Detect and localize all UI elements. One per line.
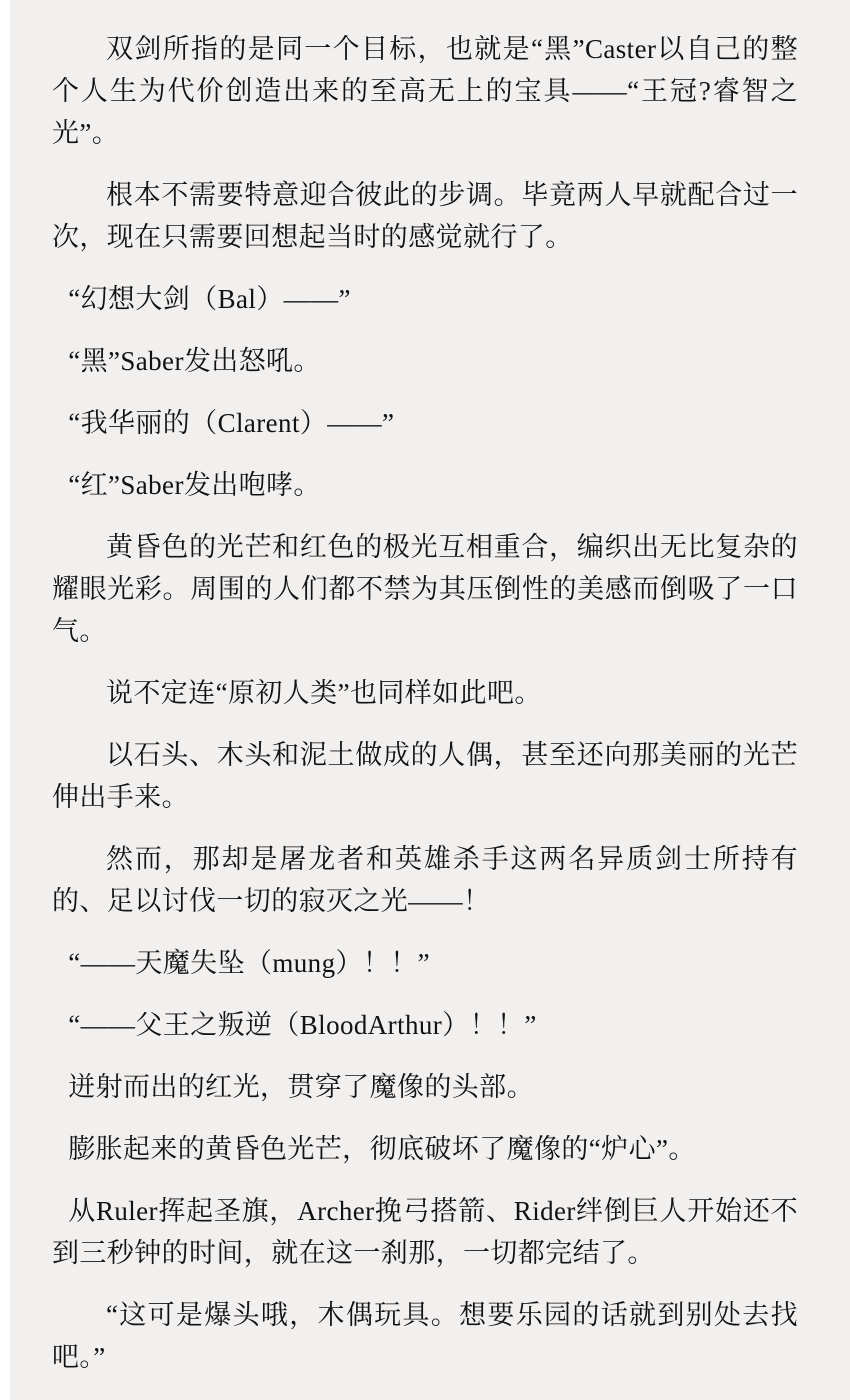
paragraph: “我华丽的（Clarent）——” [68,408,395,438]
paragraph: “红”Saber发出咆哮。 [68,470,321,500]
paragraph: 膨胀起来的黄昏色光芒，彻底破坏了魔像的“炉心”。 [68,1134,696,1164]
paragraph: 然而，那却是屠龙者和英雄杀手这两名异质剑士所持有的、足以讨伐一切的寂灭之光——！ [52,844,798,916]
page-left-edge [0,0,10,1400]
paragraph: 以石头、木头和泥土做成的人偶，甚至还向那美丽的光芒伸出手来。 [52,740,798,812]
paragraph: 从Ruler挥起圣旗，Archer挽弓搭箭、Rider绊倒巨人开始还不到三秒钟的时间，就在这一刹那，一切都完结了。 [52,1196,798,1268]
paragraph: “黑”Saber发出怒吼。 [68,346,321,376]
paragraph: 双剑所指的是同一个目标，也就是“黑”Caster以自己的整个人生为代价创造出来的至高无上的宝具——“王冠?睿智之光”。 [52,34,798,148]
paragraph: 黄昏色的光芒和红色的极光互相重合，编织出无比复杂的耀眼光彩。周围的人们都不禁为其压倒性的美感而倒吸了一口气。 [52,532,798,646]
paragraph: “幻想大剑（Bal）——” [68,284,351,314]
paragraph: “——父王之叛逆（BloodArthur）！！” [68,1010,537,1040]
reader-text-body [52,28,798,1378]
paragraph: “这可是爆头哦，木偶玩具。想要乐园的话就到别处去找吧。” [52,1300,798,1372]
paragraph: 说不定连“原初人类”也同样如此吧。 [106,678,542,708]
paragraph: “——天魔失坠（mung）！！” [68,948,431,978]
paragraph: 根本不需要特意迎合彼此的步调。毕竟两人早就配合过一次，现在只需要回想起当时的感觉就行了。 [52,180,798,252]
paragraph: 迸射而出的红光，贯穿了魔像的头部。 [68,1072,534,1102]
